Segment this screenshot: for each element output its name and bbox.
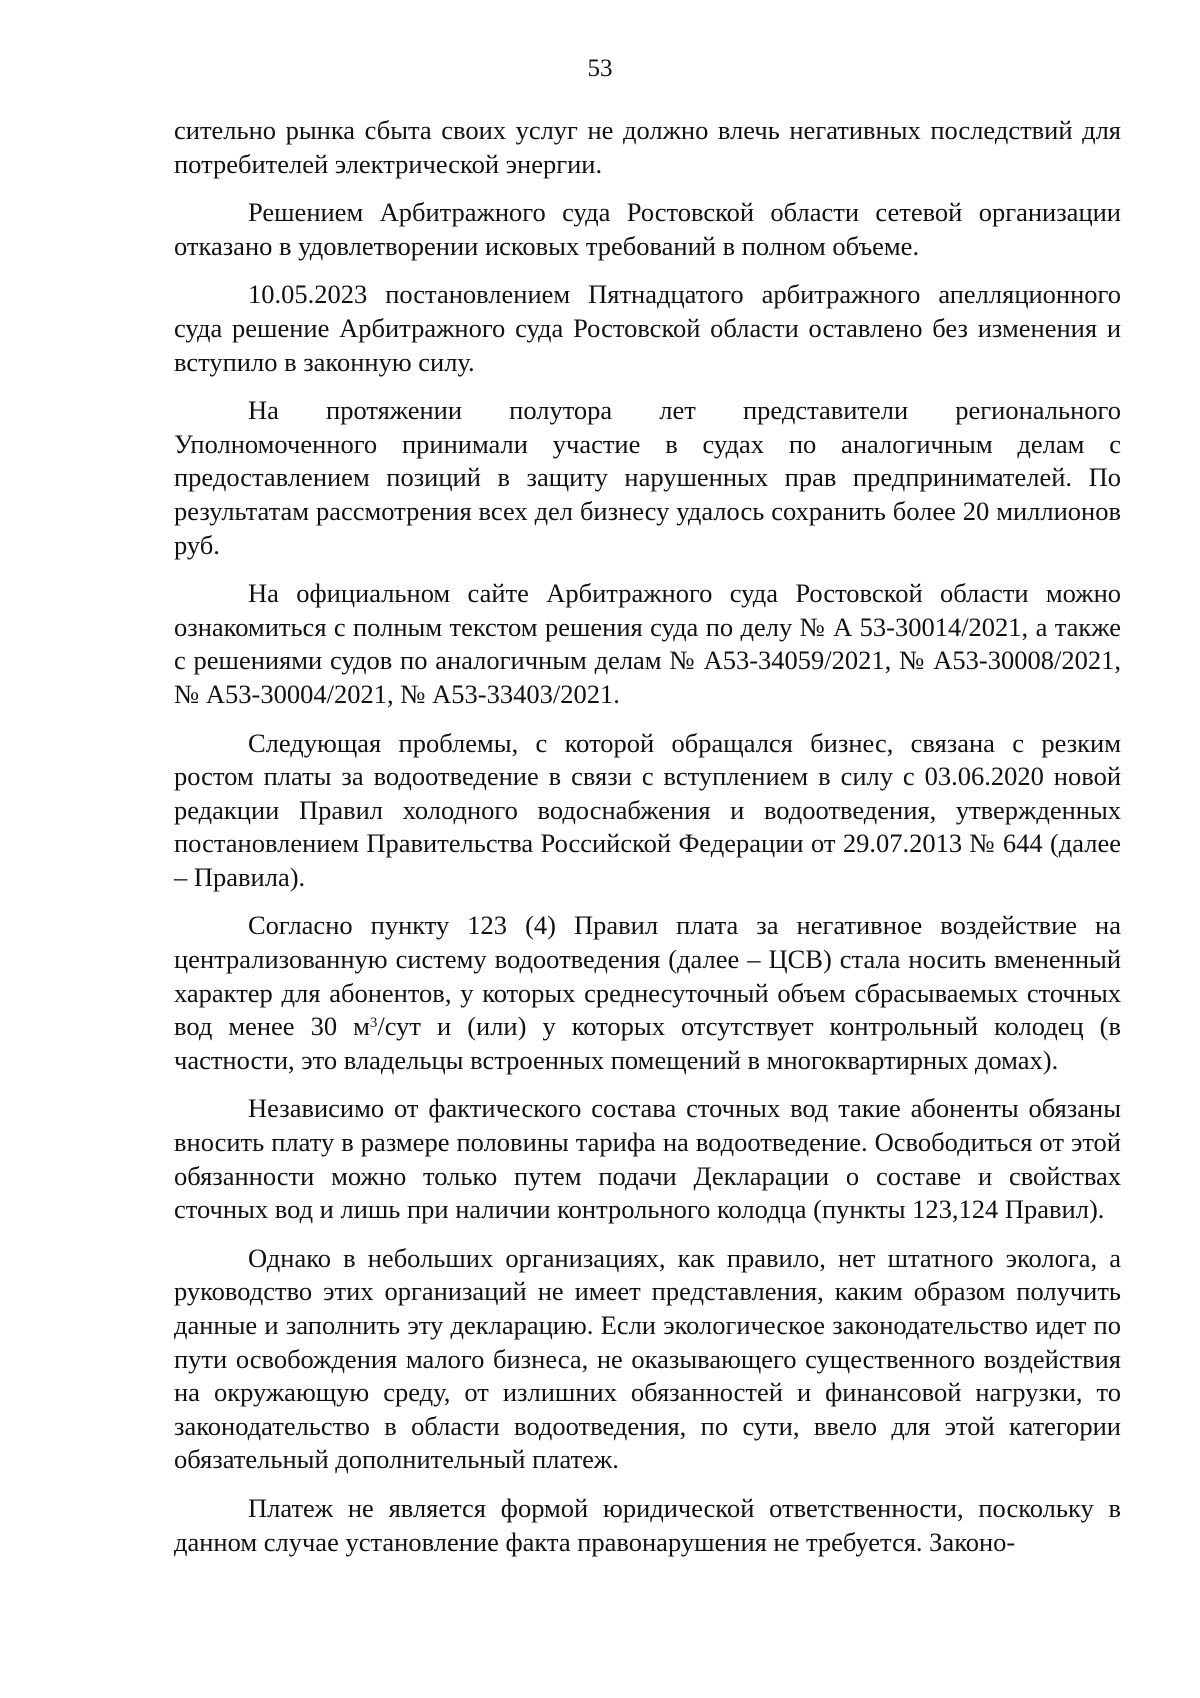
paragraph-7 [174, 909, 1121, 1077]
paragraph-4: На протяжении полутора лет представители регионального Уполномоченного принимали участие в судах по аналогичным делам с предоставлением позиций в защиту нарушенных прав предпринимателей. По результатам рассмотрения всех дел бизнесу удалось сохранить более 20 миллионов руб. [174, 395, 1121, 560]
paragraph-2: Решением Арбитражного суда Ростовской области сетевой организации отказано в удовлетворении исковых требований в полном объеме. [174, 197, 1121, 261]
paragraph-7-text-before-superscript: Согласно пункту 123 (4) Правил плата за негативное воздействие на централизованную систему водоотведения (далее – ЦСВ) стала носить вмененный характер для абонентов, у которых среднесуточный объем сбрасываемых сточных вод менее 30 м [174, 910, 1121, 1042]
paragraph-9: Однако в небольших организациях, как правило, нет штатного эколога, а руководство этих организаций не имеет представления, каким образом получить данные и заполнить эту декларацию. Если экологическое законодательство идет по пути освобождения малого бизнеса, не оказывающего существенного воздействия на окружающую среду, от излишних обязанностей и финансовой нагрузки, то законодательство в области водоотведения, по сути, ввело для этой категории обязательный дополнительный платеж. [174, 1242, 1121, 1475]
document-body [174, 114, 1121, 1559]
paragraph-6: Следующая проблемы, с которой обращался бизнес, связана с резким ростом платы за водоотведение в связи с вступлением в силу с 03.06.2020 новой редакции Правил холодного водоснабжения и водоотведения, утвержденных постановлением Правительства Российской Федерации от 29.07.2013 № 644 (далее – Правила). [174, 727, 1121, 892]
paragraph-3: 10.05.2023 постановлением Пятнадцатого арбитражного апелляционного суда решение Арбитражного суда Ростовской области оставлено без изменения и вступило в законную силу. [174, 279, 1121, 377]
paragraph-1: сительно рынка сбыта своих услуг не должно влечь негативных последствий для потребителей электрической энергии. [174, 115, 1121, 179]
cubic-superscript: 3 [369, 1015, 378, 1031]
paragraph-7-text-after-superscript: /сут и (или) у которых отсутствует контрольный колодец (в частности, это владельцы встроенных помещений в многоквартирных домах). [174, 1011, 1121, 1075]
paragraph-8: Независимо от фактического состава сточных вод такие абоненты обязаны вносить плату в размере половины тарифа на водоотведение. Освободиться от этой обязанности можно только путем подачи Декларации о составе и свойствах сточных вод и лишь при наличии контрольного колодца (пункты 123,124 Правил). [174, 1093, 1121, 1225]
page-number: 53 [587, 55, 613, 82]
paragraph-5: На официальном сайте Арбитражного суда Ростовской области можно ознакомиться с полным текстом решения суда по делу № А 53-30014/2021, а также с решениями судов по аналогичным делам № А53-34059/2021, № А53-30008/2021, № А53-30004/2021, № А53-33403/2021. [174, 578, 1121, 709]
paragraph-10: Платеж не является формой юридической ответственности, поскольку в данном случае установление факта правонарушения не требуется. Законо- [174, 1492, 1121, 1557]
